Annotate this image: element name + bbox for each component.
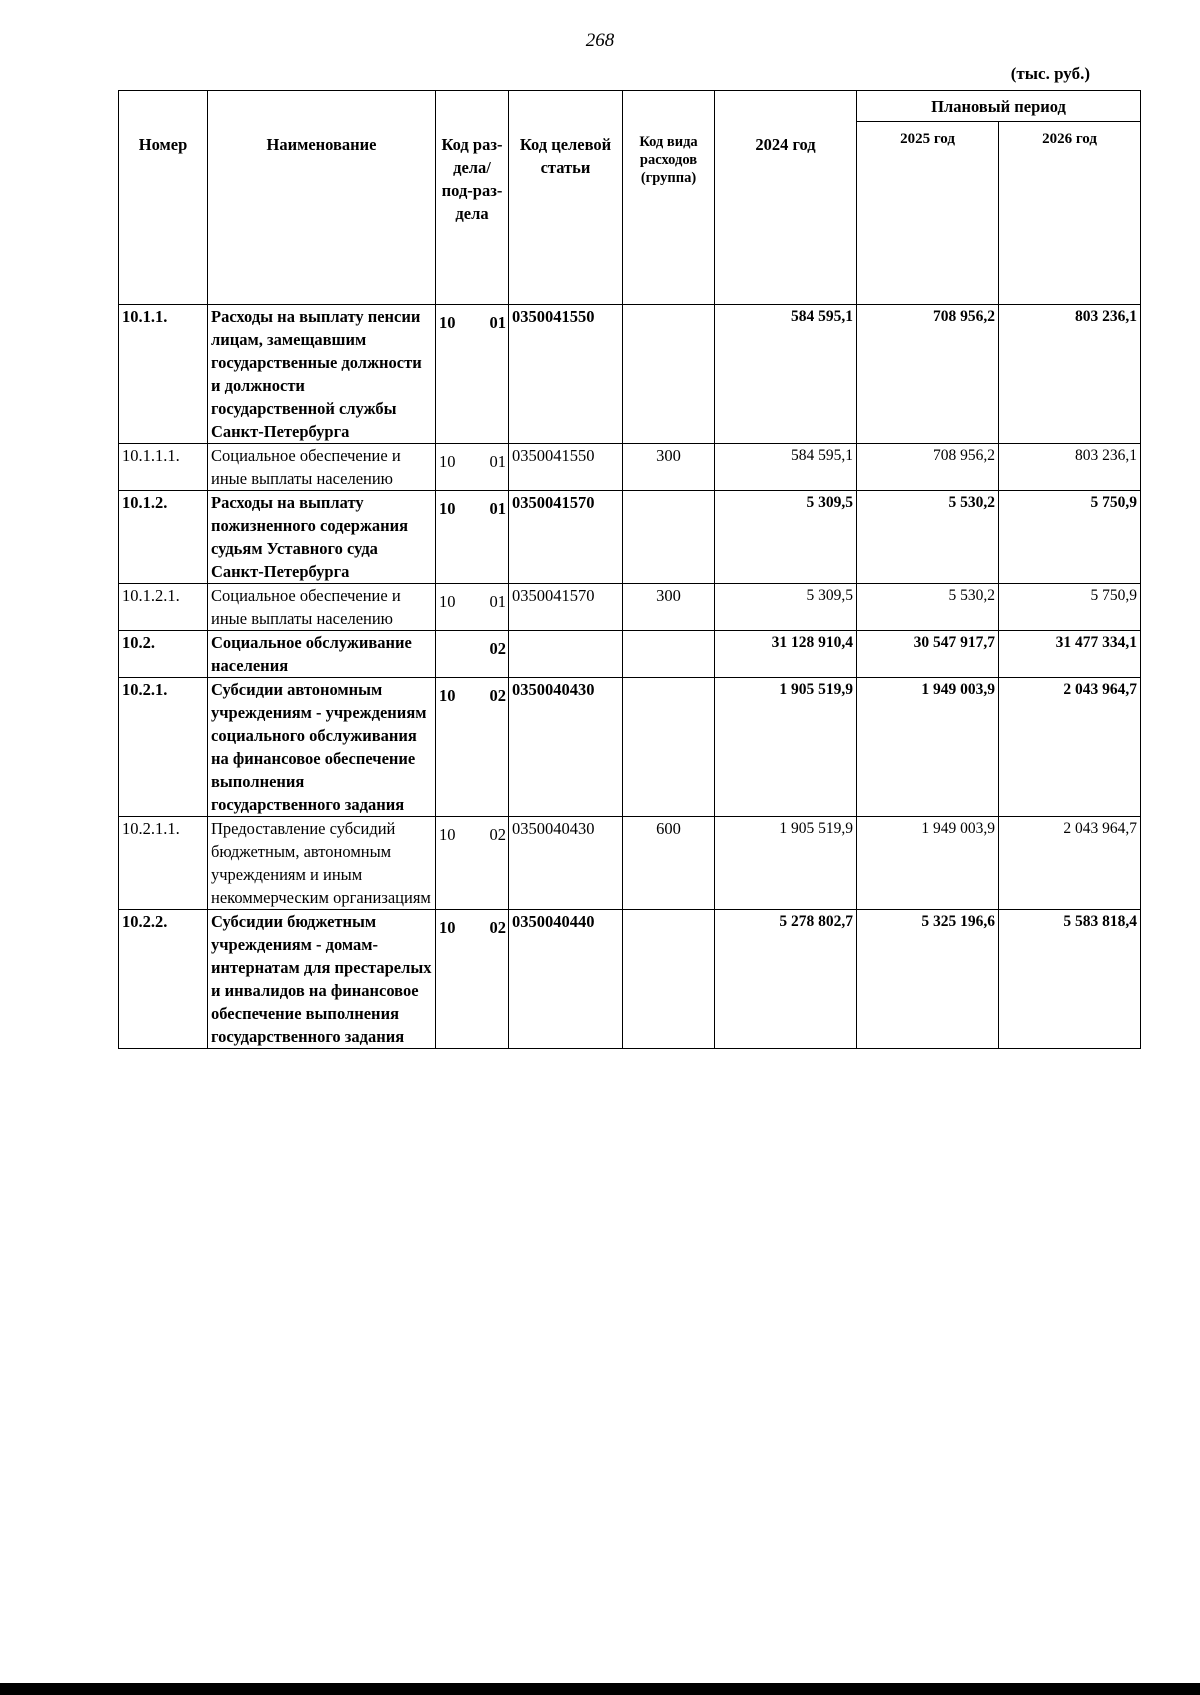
header-year-2026: 2026 год <box>999 122 1141 305</box>
section-code: 10 <box>439 918 456 937</box>
section-code: 10 <box>439 452 456 471</box>
row-number: 10.1.2. <box>119 491 208 584</box>
table-row <box>119 631 1141 678</box>
row-amount-2025: 708 956,2 <box>857 305 999 444</box>
subsection-code: 01 <box>489 452 506 471</box>
row-section-code <box>436 305 509 444</box>
row-number: 10.2.2. <box>119 910 208 1049</box>
row-amount-2026: 5 583 818,4 <box>999 910 1141 1049</box>
row-amount-2024: 584 595,1 <box>715 444 857 491</box>
header-number: Номер <box>119 91 208 305</box>
row-name: Социальное обслуживание населения <box>208 631 436 678</box>
row-section-code <box>436 631 509 678</box>
subsection-code: 01 <box>489 499 506 518</box>
row-amount-2024: 1 905 519,9 <box>715 817 857 910</box>
row-section-code <box>436 910 509 1049</box>
header-name: Наименование <box>208 91 436 305</box>
row-expense-type <box>623 305 715 444</box>
subsection-code: 02 <box>489 639 506 658</box>
section-code: 10 <box>439 825 456 844</box>
row-target-code: 0350041570 <box>509 584 623 631</box>
row-number: 10.2. <box>119 631 208 678</box>
row-section-code <box>436 584 509 631</box>
header-expense-type: Код вида расходов (группа) <box>623 91 715 305</box>
subsection-code: 01 <box>489 592 506 611</box>
row-amount-2025: 30 547 917,7 <box>857 631 999 678</box>
row-number: 10.2.1. <box>119 678 208 817</box>
row-amount-2025: 1 949 003,9 <box>857 678 999 817</box>
row-amount-2025: 5 325 196,6 <box>857 910 999 1049</box>
header-planned-period: Плановый период <box>857 91 1141 122</box>
row-target-code: 0350040430 <box>509 817 623 910</box>
row-name: Социальное обеспечение и иные выплаты населению <box>208 584 436 631</box>
row-number: 10.1.1.1. <box>119 444 208 491</box>
row-target-code: 0350041550 <box>509 444 623 491</box>
header-year-2024: 2024 год <box>715 91 857 305</box>
row-expense-type: 600 <box>623 817 715 910</box>
table-row <box>119 910 1141 1049</box>
units-label: (тыс. руб.) <box>1010 64 1090 83</box>
row-amount-2026: 5 750,9 <box>999 584 1141 631</box>
table-row <box>119 305 1141 444</box>
row-number: 10.2.1.1. <box>119 817 208 910</box>
row-target-code: 0350040440 <box>509 910 623 1049</box>
table-row <box>119 444 1141 491</box>
row-amount-2025: 708 956,2 <box>857 444 999 491</box>
row-expense-type <box>623 678 715 817</box>
page-number: 268 <box>585 30 615 51</box>
row-section-code <box>436 491 509 584</box>
table-row <box>119 584 1141 631</box>
budget-table <box>118 90 1141 1049</box>
row-amount-2024: 31 128 910,4 <box>715 631 857 678</box>
row-target-code: 0350040430 <box>509 678 623 817</box>
table-row <box>119 491 1141 584</box>
row-amount-2024: 5 309,5 <box>715 491 857 584</box>
row-amount-2026: 803 236,1 <box>999 305 1141 444</box>
row-expense-type <box>623 631 715 678</box>
row-amount-2026: 2 043 964,7 <box>999 817 1141 910</box>
row-amount-2024: 1 905 519,9 <box>715 678 857 817</box>
row-name: Расходы на выплату пенсии лицам, замещавшим государственные должности и должности государственной службы Санкт-Петербурга <box>208 305 436 444</box>
row-amount-2025: 5 530,2 <box>857 584 999 631</box>
table-row <box>119 817 1141 910</box>
row-amount-2026: 31 477 334,1 <box>999 631 1141 678</box>
section-code: 10 <box>439 313 456 332</box>
subsection-code: 02 <box>489 918 506 937</box>
row-target-code: 0350041550 <box>509 305 623 444</box>
section-code: 10 <box>439 592 456 611</box>
row-amount-2025: 1 949 003,9 <box>857 817 999 910</box>
row-amount-2025: 5 530,2 <box>857 491 999 584</box>
row-name: Социальное обеспечение и иные выплаты населению <box>208 444 436 491</box>
row-expense-type: 300 <box>623 584 715 631</box>
section-code: 10 <box>439 686 456 705</box>
row-amount-2026: 803 236,1 <box>999 444 1141 491</box>
section-code: 10 <box>439 499 456 518</box>
row-expense-type: 300 <box>623 444 715 491</box>
row-amount-2024: 5 309,5 <box>715 584 857 631</box>
row-section-code <box>436 444 509 491</box>
row-name: Субсидии бюджетным учреждениям - домам-интернатам для престарелых и инвалидов на финансовое обеспечение выполнения государственного задания <box>208 910 436 1049</box>
subsection-code: 01 <box>489 313 506 332</box>
row-name: Расходы на выплату пожизненного содержания судьям Уставного суда Санкт-Петербурга <box>208 491 436 584</box>
subsection-code: 02 <box>489 686 506 705</box>
row-expense-type <box>623 491 715 584</box>
header-row <box>119 91 1141 122</box>
table-row <box>119 678 1141 817</box>
scan-bottom-border <box>0 1683 1200 1695</box>
row-section-code <box>436 817 509 910</box>
row-amount-2024: 5 278 802,7 <box>715 910 857 1049</box>
row-number: 10.1.2.1. <box>119 584 208 631</box>
row-target-code <box>509 631 623 678</box>
row-amount-2026: 2 043 964,7 <box>999 678 1141 817</box>
header-target-article: Код целевой статьи <box>509 91 623 305</box>
subsection-code: 02 <box>489 825 506 844</box>
row-name: Предоставление субсидий бюджетным, автономным учреждениям и иным некоммерческим организациям <box>208 817 436 910</box>
header-year-2025: 2025 год <box>857 122 999 305</box>
row-expense-type <box>623 910 715 1049</box>
row-amount-2026: 5 750,9 <box>999 491 1141 584</box>
row-target-code: 0350041570 <box>509 491 623 584</box>
row-number: 10.1.1. <box>119 305 208 444</box>
row-amount-2024: 584 595,1 <box>715 305 857 444</box>
row-name: Субсидии автономным учреждениям - учреждениям социального обслуживания на финансовое обеспечение выполнения государственного задания <box>208 678 436 817</box>
header-section: Код раз-дела/ под-раз-дела <box>436 91 509 305</box>
row-section-code <box>436 678 509 817</box>
